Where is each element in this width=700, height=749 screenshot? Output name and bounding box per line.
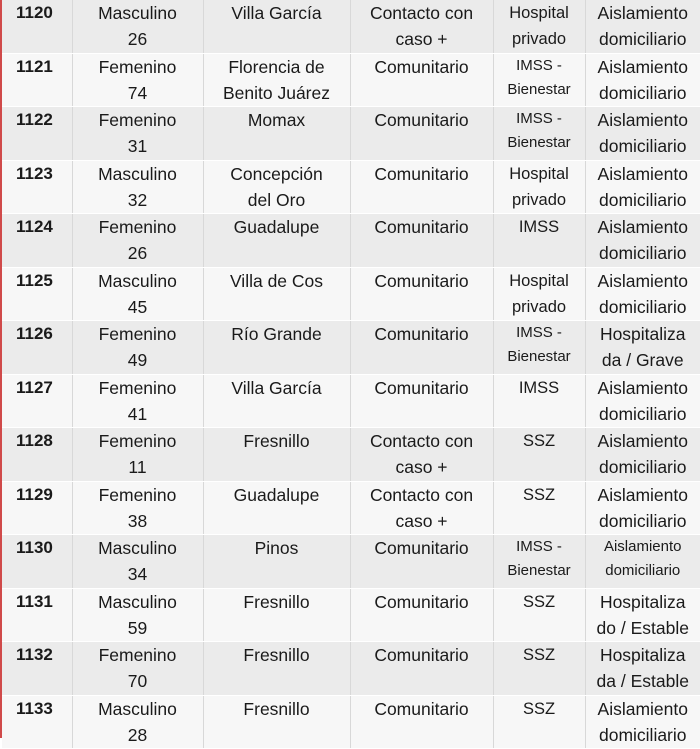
sex-age-cell [72, 535, 203, 589]
sex: Masculino [98, 538, 177, 558]
institution: IMSS - [516, 324, 562, 341]
municipality: Villa García [231, 3, 322, 23]
table-body [2, 0, 700, 749]
sex-age-cell [72, 321, 203, 375]
case-id-cell [2, 374, 72, 428]
sex: Femenino [98, 484, 177, 505]
source-cell [350, 642, 493, 696]
source-cell [350, 695, 493, 749]
municipality: Fresnillo [243, 431, 310, 451]
patient-status: Aislamiento [597, 3, 688, 23]
age: 32 [127, 189, 148, 210]
sex-age-cell [72, 428, 203, 482]
status-cell [585, 535, 700, 589]
municipality-cell [203, 428, 350, 482]
municipality: Fresnillo [243, 645, 310, 665]
patient-status: Hospitaliza [599, 591, 686, 612]
municipality-cell [203, 53, 350, 107]
table-row [2, 535, 700, 589]
source-cell [350, 535, 493, 589]
patient-status: Hospitaliza [599, 324, 686, 344]
table-row [2, 642, 700, 696]
age: 34 [127, 564, 148, 584]
case-id-cell [2, 214, 72, 268]
case-id: 1131 [16, 591, 53, 611]
source-cell [350, 53, 493, 107]
municipality: del Oro [247, 189, 306, 210]
sex: Femenino [98, 56, 177, 77]
institution: Bienestar [507, 134, 571, 151]
contagion-source: Comunitario [374, 698, 469, 719]
source-cell [350, 428, 493, 482]
sex-age-cell [72, 160, 203, 214]
municipality: Guadalupe [233, 484, 320, 505]
case-id: 1126 [16, 324, 53, 343]
sex: Masculino [98, 163, 177, 184]
municipality-cell [203, 588, 350, 642]
patient-status: Aislamiento [597, 217, 688, 237]
contagion-source: Contacto con [369, 484, 474, 505]
institution: Bienestar [507, 80, 571, 98]
status-cell [585, 374, 700, 428]
sex-age-cell [72, 53, 203, 107]
table-row [2, 267, 700, 321]
institution-cell [493, 642, 585, 696]
patient-status: Aislamiento [597, 377, 688, 398]
table-row [2, 53, 700, 107]
institution-cell [493, 214, 585, 268]
municipality-cell [203, 160, 350, 214]
age: 26 [127, 243, 148, 263]
age: 28 [127, 724, 148, 745]
municipality: Fresnillo [243, 698, 310, 719]
age: 45 [127, 296, 148, 317]
status-cell [585, 588, 700, 642]
status-cell [585, 267, 700, 321]
institution: IMSS [518, 378, 560, 397]
municipality-cell [203, 695, 350, 749]
municipality-cell [203, 107, 350, 161]
patient-status: domiciliario [598, 82, 687, 103]
contagion-source: caso + [395, 510, 448, 531]
sex-age-cell [72, 0, 203, 53]
patient-status: domiciliario [598, 136, 687, 156]
patient-status: Aislamiento [597, 484, 688, 505]
municipality: Concepción [230, 163, 323, 184]
municipality-cell [203, 374, 350, 428]
age: 11 [128, 457, 147, 477]
sex: Femenino [98, 217, 177, 237]
institution: IMSS [518, 218, 560, 236]
institution: IMSS - [516, 538, 562, 555]
municipality: Florencia de [228, 56, 325, 77]
source-cell [350, 0, 493, 53]
table-row [2, 214, 700, 268]
case-id: 1128 [16, 431, 53, 450]
table-row [2, 588, 700, 642]
status-cell [585, 481, 700, 535]
contagion-source: Contacto con [369, 431, 474, 451]
case-id: 1132 [16, 645, 53, 664]
case-id-cell [2, 321, 72, 375]
institution-cell [493, 321, 585, 375]
institution: Bienestar [507, 562, 571, 579]
age: 38 [127, 510, 148, 531]
municipality: Pinos [254, 538, 299, 558]
patient-status: domiciliario [598, 403, 687, 424]
case-id-cell [2, 695, 72, 749]
institution-cell [493, 535, 585, 589]
institution: SSZ [522, 592, 556, 611]
status-cell [585, 53, 700, 107]
case-id-cell [2, 481, 72, 535]
sex-age-cell [72, 374, 203, 428]
patient-status: domiciliario [598, 243, 687, 263]
institution: SSZ [522, 485, 556, 504]
patient-status: Aislamiento [597, 431, 688, 451]
contagion-source: Comunitario [374, 56, 469, 77]
sex-age-cell [72, 695, 203, 749]
case-id: 1125 [16, 270, 53, 290]
institution: Bienestar [507, 348, 571, 365]
patient-status: domiciliario [598, 510, 687, 531]
case-id: 1129 [16, 484, 53, 504]
sex: Femenino [98, 431, 177, 451]
status-cell [585, 0, 700, 53]
sex: Masculino [98, 270, 177, 291]
sex-age-cell [72, 214, 203, 268]
sex: Masculino [98, 3, 177, 23]
patient-status: Aislamiento [603, 538, 682, 555]
institution: IMSS - [516, 110, 562, 127]
sex: Femenino [98, 324, 177, 344]
municipality: Benito Juárez [222, 82, 330, 103]
sex-age-cell [72, 267, 203, 321]
status-cell [585, 107, 700, 161]
patient-status: Aislamiento [597, 270, 688, 291]
case-id-cell [2, 428, 72, 482]
municipality-cell [203, 321, 350, 375]
case-id-cell [2, 107, 72, 161]
age: 49 [127, 350, 148, 370]
municipality: Fresnillo [243, 591, 310, 612]
sex: Femenino [98, 377, 177, 398]
table-row [2, 0, 700, 53]
contagion-source: Comunitario [374, 377, 469, 398]
institution: privado [511, 190, 567, 209]
case-id: 1122 [16, 110, 53, 129]
sex: Masculino [98, 698, 177, 719]
institution: privado [511, 297, 567, 316]
contagion-source: Comunitario [374, 270, 469, 291]
patient-status: domiciliario [598, 457, 687, 477]
table-row [2, 160, 700, 214]
table-row [2, 481, 700, 535]
table-row [2, 428, 700, 482]
case-id-cell [2, 642, 72, 696]
case-id: 1133 [16, 698, 53, 718]
municipality: Río Grande [231, 324, 322, 344]
patient-status: da / Estable [596, 671, 689, 691]
municipality-cell [203, 0, 350, 53]
case-id: 1121 [16, 56, 53, 76]
source-cell [350, 588, 493, 642]
institution: SSZ [522, 699, 556, 718]
covid-cases-table [2, 0, 700, 749]
institution-cell [493, 53, 585, 107]
municipality-cell [203, 267, 350, 321]
contagion-source: Comunitario [374, 591, 469, 612]
sex-age-cell [72, 481, 203, 535]
patient-status: Aislamiento [597, 698, 688, 719]
patient-status: da / Grave [601, 350, 684, 370]
source-cell [350, 214, 493, 268]
municipality: Villa García [231, 377, 322, 398]
case-id: 1123 [16, 163, 53, 183]
contagion-source: caso + [395, 29, 448, 49]
case-id-cell [2, 0, 72, 53]
table-row [2, 695, 700, 749]
patient-status: domiciliario [598, 29, 687, 49]
contagion-source: Comunitario [374, 324, 469, 344]
institution: Hospital [509, 271, 569, 290]
municipality-cell [203, 481, 350, 535]
institution: SSZ [522, 646, 556, 664]
table-row [2, 107, 700, 161]
status-cell [585, 214, 700, 268]
contagion-source: Comunitario [374, 538, 469, 558]
sex-age-cell [72, 107, 203, 161]
patient-status: Aislamiento [597, 110, 688, 130]
contagion-source: caso + [395, 457, 448, 477]
patient-status: Hospitaliza [599, 645, 686, 665]
contagion-source: Comunitario [374, 110, 469, 130]
sex: Masculino [98, 591, 177, 612]
institution-cell [493, 267, 585, 321]
municipality-cell [203, 214, 350, 268]
institution-cell [493, 107, 585, 161]
institution: Hospital [509, 164, 569, 183]
contagion-source: Comunitario [374, 645, 469, 665]
table-row [2, 321, 700, 375]
source-cell [350, 160, 493, 214]
status-cell [585, 428, 700, 482]
status-cell [585, 321, 700, 375]
case-id-cell [2, 160, 72, 214]
age: 26 [127, 29, 148, 49]
sex: Femenino [98, 110, 177, 130]
contagion-source: Comunitario [374, 163, 469, 184]
municipality-cell [203, 642, 350, 696]
institution-cell [493, 588, 585, 642]
status-cell [585, 642, 700, 696]
status-cell [585, 695, 700, 749]
status-cell [585, 160, 700, 214]
age: 74 [127, 82, 148, 103]
case-id-cell [2, 588, 72, 642]
case-id-cell [2, 53, 72, 107]
sex: Femenino [98, 645, 177, 665]
source-cell [350, 374, 493, 428]
source-cell [350, 321, 493, 375]
age: 31 [127, 136, 148, 156]
case-id: 1120 [16, 3, 53, 22]
sex-age-cell [72, 642, 203, 696]
institution: IMSS - [516, 56, 562, 74]
patient-status: domiciliario [598, 724, 687, 745]
case-id: 1127 [16, 377, 53, 397]
case-id: 1124 [16, 217, 53, 236]
case-id: 1130 [16, 538, 53, 557]
institution-cell [493, 160, 585, 214]
patient-status: do / Estable [596, 617, 689, 638]
institution: SSZ [522, 432, 556, 450]
case-id-cell [2, 535, 72, 589]
source-cell [350, 481, 493, 535]
contagion-source: Contacto con [369, 3, 474, 23]
institution: Hospital [509, 4, 569, 22]
institution-cell [493, 695, 585, 749]
patient-status: domiciliario [598, 296, 687, 317]
municipality: Villa de Cos [229, 270, 324, 291]
municipality: Guadalupe [233, 217, 320, 237]
age: 70 [127, 671, 148, 691]
source-cell [350, 267, 493, 321]
institution-cell [493, 0, 585, 53]
institution-cell [493, 428, 585, 482]
contagion-source: Comunitario [374, 217, 469, 237]
institution: privado [511, 30, 567, 48]
patient-status: Aislamiento [597, 163, 688, 184]
table-row [2, 374, 700, 428]
age: 59 [127, 617, 148, 638]
municipality-cell [203, 535, 350, 589]
patient-status: Aislamiento [597, 56, 688, 77]
patient-status: domiciliario [605, 562, 681, 579]
sex-age-cell [72, 588, 203, 642]
institution-cell [493, 481, 585, 535]
institution-cell [493, 374, 585, 428]
source-cell [350, 107, 493, 161]
municipality: Momax [247, 110, 306, 130]
age: 41 [127, 403, 148, 424]
patient-status: domiciliario [598, 189, 687, 210]
case-id-cell [2, 267, 72, 321]
